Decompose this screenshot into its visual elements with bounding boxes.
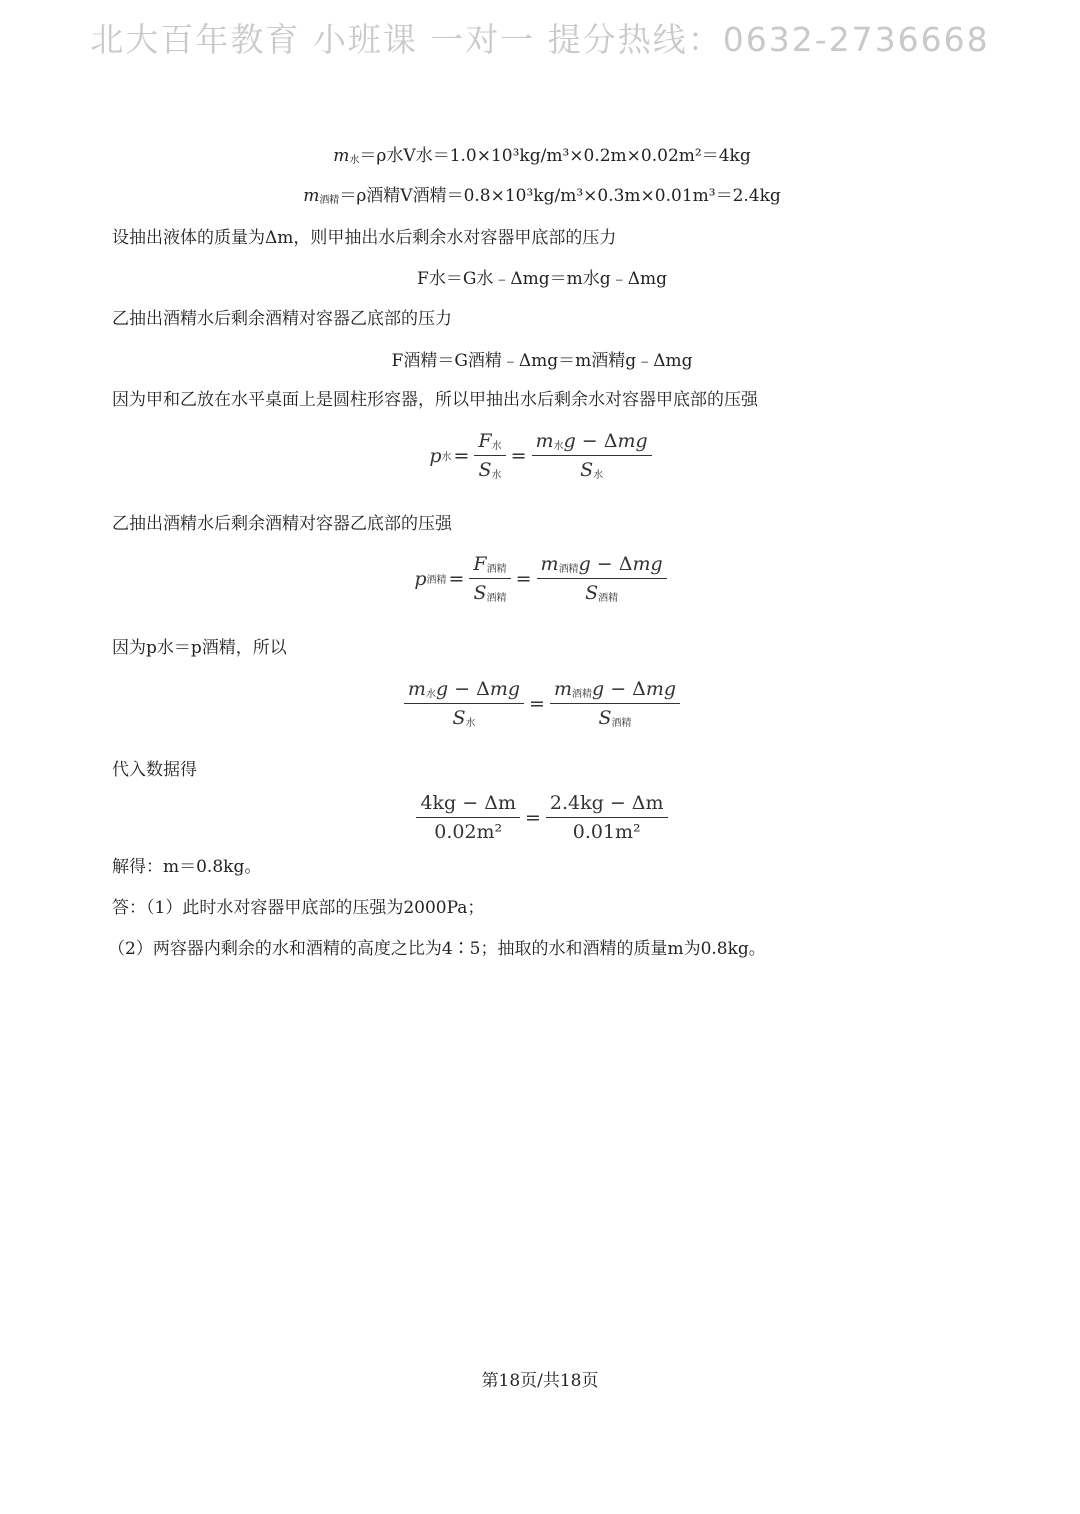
text-solve: 解得：m＝0.8kg。 [112, 857, 262, 877]
text-answer-2: （2）两容器内剩余的水和酒精的高度之比为4∶5；抽取的水和酒精的质量m为0.8kg。 [108, 939, 766, 959]
formula-p-water: p 水 = $\frac{F_水}{S_水}$ = $\frac{m_水g - \Delta mg}{S_水}$ [112, 430, 972, 481]
equation-m-alcohol: $m_{酒精}=\rho$酒精V酒精＝0.8×10³kg/m³×0.3m×0.01m³＝2.4kg [303, 186, 781, 206]
page-footer: 第18页/共18页 [481, 1371, 599, 1391]
numeric-left-numerator: 4kg − Δm [416, 792, 520, 818]
watermark-banner: 北大百年教育 小班课 一对一 提分热线：0632-2736668 [90, 20, 990, 59]
text-yi-pressure: 乙抽出酒精水后剩余酒精对容器乙底部的压强 [112, 514, 452, 534]
text-cylinder-reason: 因为甲和乙放在水平桌面上是圆柱形容器，所以甲抽出水后剩余水对容器甲底部的压强 [112, 390, 758, 410]
formula-numeric: $\frac{4kg - \Delta m}{\text{0.02m²}}$ = $\frac{2.4kg - \Delta m}{\text{0.01m²}}$ [112, 792, 972, 843]
numeric-left-denominator: 0.02m² [434, 821, 503, 843]
equation-force-alcohol: F酒精＝G酒精﹣Δmg＝m酒精g﹣Δmg [391, 351, 693, 371]
text-answer-1: 答：（1）此时水对容器甲底部的压强为2000Pa； [112, 898, 485, 918]
text-yi-force: 乙抽出酒精水后剩余酒精对容器乙底部的压力 [112, 309, 452, 329]
equation-force-water: F水＝G水﹣Δmg＝m水g﹣Δmg [417, 269, 667, 289]
numeric-right-denominator: 0.01m² [572, 821, 641, 843]
text-substitute: 代入数据得 [112, 760, 197, 780]
text-assume-mass: 设抽出液体的质量为Δm，则甲抽出水后剩余水对容器甲底部的压力 [112, 228, 617, 248]
formula-p-alcohol: p 酒精 = $\frac{F_{酒精}}{S_{酒精}}$ = $\frac{m_{酒精}g - \Delta mg}{S_{酒精}}$ [112, 553, 972, 604]
numeric-right-numerator: 2.4kg − Δm [546, 792, 668, 818]
formula-equality: $\frac{m_水g - \Delta mg}{S_水}$ = $\frac{m_{酒精}g - \Delta mg}{S_{酒精}}$ [112, 678, 972, 729]
equation-m-water: $m_水=\rho$水V水＝1.0×10³kg/m³×0.2m×0.02m²＝4kg [333, 146, 751, 166]
text-because-equal: 因为p水＝p酒精，所以 [112, 638, 287, 658]
